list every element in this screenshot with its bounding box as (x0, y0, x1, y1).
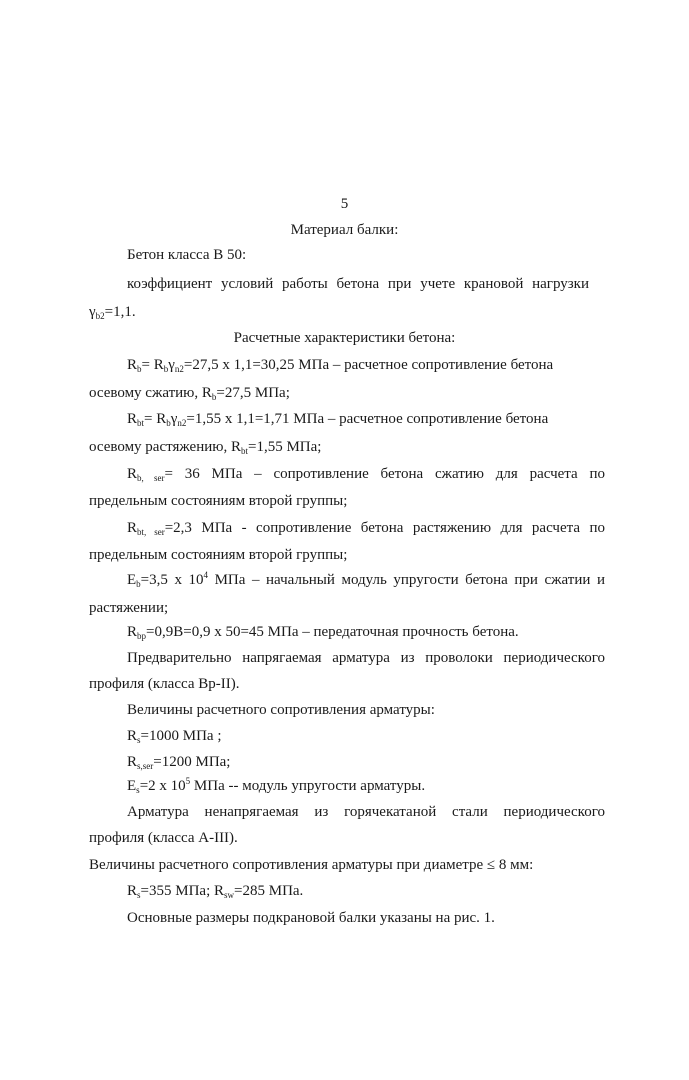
rbser-sym: R (127, 466, 138, 482)
rb-line-1 (127, 358, 553, 373)
rbser-rest: = 36 МПа – сопротивление бетона сжатию для расчета по (164, 466, 606, 482)
rbser-line-1 (127, 467, 605, 482)
rb-gamma: γ (168, 357, 175, 373)
rbt-gsub: n2 (177, 418, 187, 428)
rbtser-sub: bt, ser (137, 527, 165, 537)
rb-eq: = R (141, 357, 164, 373)
es-sup: 5 (185, 776, 191, 786)
rb-line2a: осевому сжатию, R (89, 385, 212, 401)
rs2-mid: =355 МПа; R (140, 883, 224, 899)
rbser-line-2: предельным состояниям второй группы; (89, 493, 348, 509)
rbtser-sym: R (127, 520, 138, 536)
rb-sym: R (127, 357, 138, 373)
rs-sym: R (127, 728, 138, 744)
coef-line-2 (89, 305, 136, 320)
rsser-sub: s,ser (137, 761, 154, 771)
nonprestressed-line-2: профиля (класса А-III). (89, 830, 238, 846)
eb-rest: МПа – начальный модуль упругости бетона при сжатии и (208, 572, 605, 588)
rb-rest: =27,5 x 1,1=30,25 МПа – расчетное сопротивление бетона (183, 357, 554, 373)
section-heading: Материал балки: (290, 222, 399, 238)
rb-line2b: =27,5 МПа; (216, 385, 290, 401)
rb-line-2 (89, 386, 290, 401)
rbp-rest: =0,9В=0,9 x 50=45 МПа – передаточная прочность бетона. (146, 624, 519, 640)
es-rest: МПа -- модуль упругости арматуры. (190, 778, 426, 794)
eb-sym: E (127, 572, 137, 588)
es-sym: E (127, 778, 137, 794)
coef-symbol: γ (89, 304, 96, 320)
rbp-line (127, 625, 519, 640)
rbp-sym: R (127, 624, 138, 640)
rbtser-line-1 (127, 521, 605, 536)
reinf-values-heading: Величины расчетного сопротивления арматуры: (127, 702, 435, 718)
reinf-diam-heading: Величины расчетного сопротивления арматуры при диаметре ≤ 8 мм: (89, 857, 534, 873)
rbt-line2a: осевому растяжению, R (89, 439, 241, 455)
rbtser-rest: =2,3 МПа - сопротивление бетона растяжению для расчета по (164, 520, 605, 536)
eb-sup: 4 (203, 570, 209, 580)
page-number: 5 (340, 196, 349, 212)
rb-sub2: b (163, 364, 169, 374)
eb-sub: b (136, 579, 141, 589)
rs2-sym: R (127, 883, 138, 899)
rsser-line (127, 755, 230, 770)
rs-rest: =1000 МПа ; (140, 728, 222, 744)
eb-line-1 (127, 570, 605, 589)
rbtser-line-2: предельным состояниям второй группы; (89, 547, 348, 563)
rs2-sub: s (137, 890, 141, 900)
rbt-sub: bt (137, 418, 145, 428)
concrete-class: Бетон класса В 50: (127, 247, 247, 263)
coef-line-1: коэффициент условий работы бетона при учете крановой нагрузки (127, 276, 589, 292)
rbt-sym: R (127, 411, 138, 427)
eb-line-2: растяжении; (89, 600, 169, 616)
rs2-sub2: sw (224, 890, 235, 900)
rbt-line2b: =1,55 МПа; (248, 439, 322, 455)
rb-sub: b (137, 364, 142, 374)
rbt-gamma: γ (170, 411, 178, 427)
rbser-sub: b, ser (137, 473, 165, 483)
rsser-sym: R (127, 754, 138, 770)
rbt-line-1 (127, 412, 548, 427)
coef-value: =1,1. (104, 304, 136, 320)
coef-sub: b2 (95, 311, 105, 321)
closing-sentence: Основные размеры подкрановой балки указаны на рис. 1. (127, 910, 495, 926)
rbt-line-2 (89, 440, 321, 455)
rb-line2sub: b (211, 392, 217, 402)
es-a: =2 x 10 (139, 778, 186, 794)
prestressed-line-2: профиля (класса Вр-II). (89, 676, 240, 692)
prestressed-line-1: Предварительно напрягаемая арматура из проволоки периодического (127, 650, 605, 666)
es-sub: s (136, 785, 140, 795)
es-line (127, 776, 426, 795)
rs2-rest: =285 МПа. (234, 883, 304, 899)
rbp-sub: bp (137, 631, 147, 641)
nonprestressed-line-1: Арматура ненапрягаемая из горячекатаной стали периодического (127, 804, 605, 820)
rb-gsub: n2 (174, 364, 184, 374)
rs-sub: s (137, 735, 141, 745)
rs-line (127, 729, 222, 744)
rbt-rest: =1,55 x 1,1=1,71 МПа – расчетное сопротивление бетона (186, 411, 549, 427)
concrete-char-heading: Расчетные характеристики бетона: (233, 330, 456, 346)
rbt-line2sub: bt (240, 446, 248, 456)
rs-rsw-line (127, 884, 303, 899)
rsser-rest: =1200 МПа; (153, 754, 231, 770)
rbt-eq: = R (144, 411, 167, 427)
eb-a: =3,5 x 10 (140, 572, 204, 588)
rbt-sub2: b (166, 418, 171, 428)
